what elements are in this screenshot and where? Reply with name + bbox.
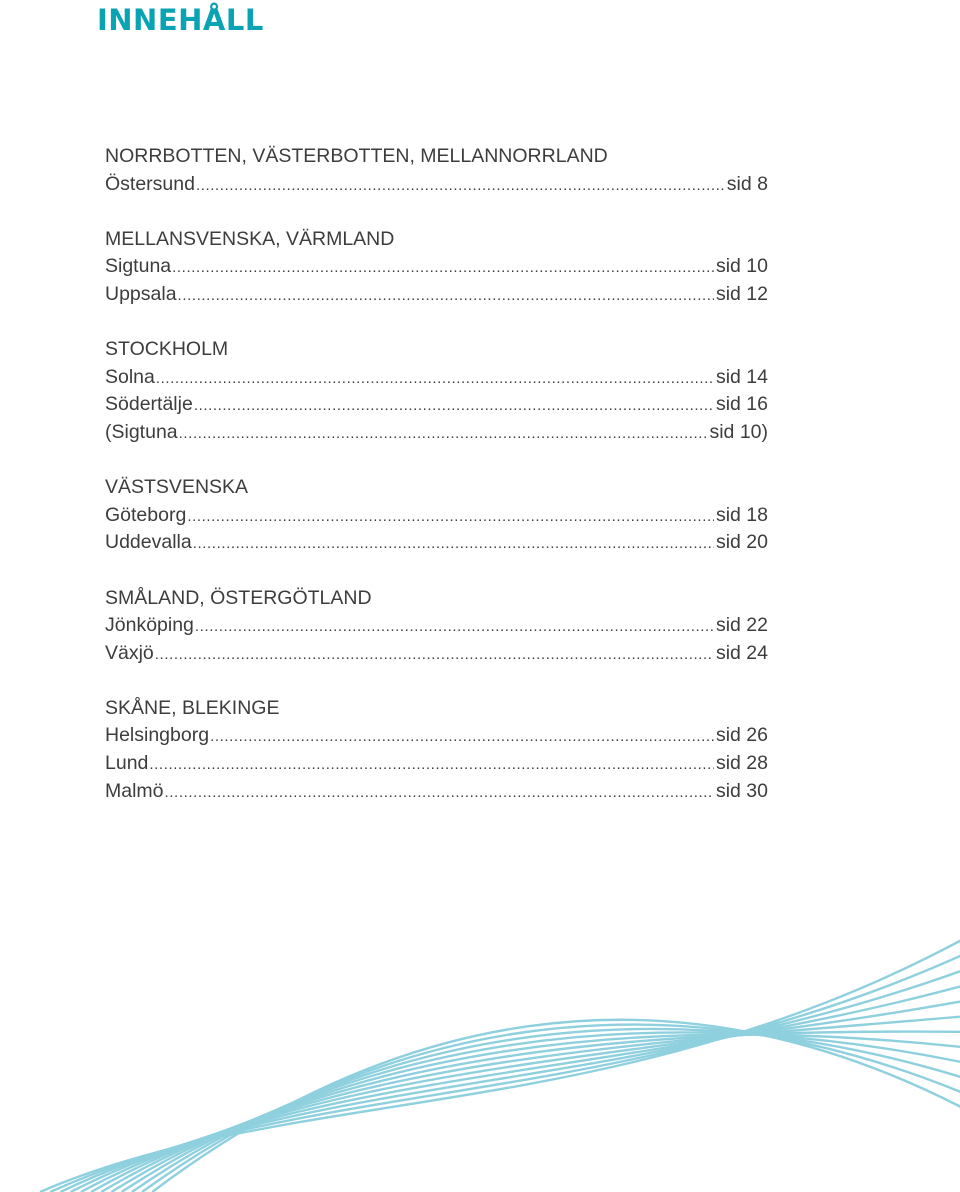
entry-page-number: sid 16 [715, 393, 768, 416]
wave-line [101, 1032, 960, 1192]
entry-page-number: sid 12 [715, 282, 768, 305]
entry-page-number: sid 22 [715, 614, 768, 637]
entry-place: Göteborg [105, 503, 187, 526]
entry-place: Malmö [105, 779, 164, 802]
entry-place: Jönköping [105, 614, 194, 637]
entry-place: Uddevalla [105, 531, 192, 554]
entry-page-number: sid 28 [715, 752, 768, 775]
entry-place: Lund [105, 752, 149, 775]
entry-place: Södertälje [105, 393, 193, 416]
entry-page-number: sid 10 [715, 255, 768, 278]
entry-place: Växjö [105, 641, 154, 664]
entry-page-number: sid 14 [715, 365, 768, 388]
entry-page-number: sid 10) [709, 420, 768, 443]
entry-place: Solna [105, 365, 155, 388]
entry-page-number: sid 24 [715, 641, 768, 664]
entry-page-number: sid 8 [726, 172, 768, 195]
entry-place: (Sigtuna [105, 420, 178, 443]
entry-page-number: sid 26 [715, 724, 768, 747]
entry-place: Östersund [105, 172, 195, 195]
wave-line [132, 1029, 960, 1192]
entry-page-number: sid 30 [715, 779, 768, 802]
section-heading: NORRBOTTEN, VÄSTERBOTTEN, MELLANNORRLAND [105, 145, 608, 167]
section-heading: SMÅLAND, ÖSTERGÖTLAND [105, 586, 372, 609]
page-title: INNEHÅLL [97, 3, 264, 37]
entry-place: Helsingborg [105, 724, 210, 747]
section-heading: MELLANSVENSKA, VÄRMLAND [105, 227, 395, 250]
entry-page-number: sid 20 [715, 531, 768, 554]
entry-page-number: sid 18 [715, 503, 768, 526]
entry-place: Uppsala [105, 282, 177, 305]
section-heading: SKÅNE, BLEKINGE [105, 696, 280, 719]
wave-line [50, 947, 960, 1192]
entry-place: Sigtuna [105, 255, 172, 278]
wave-line [60, 964, 960, 1192]
section-heading: STOCKHOLM [105, 338, 229, 361]
section-heading: VÄSTSVENSKA [105, 476, 249, 499]
